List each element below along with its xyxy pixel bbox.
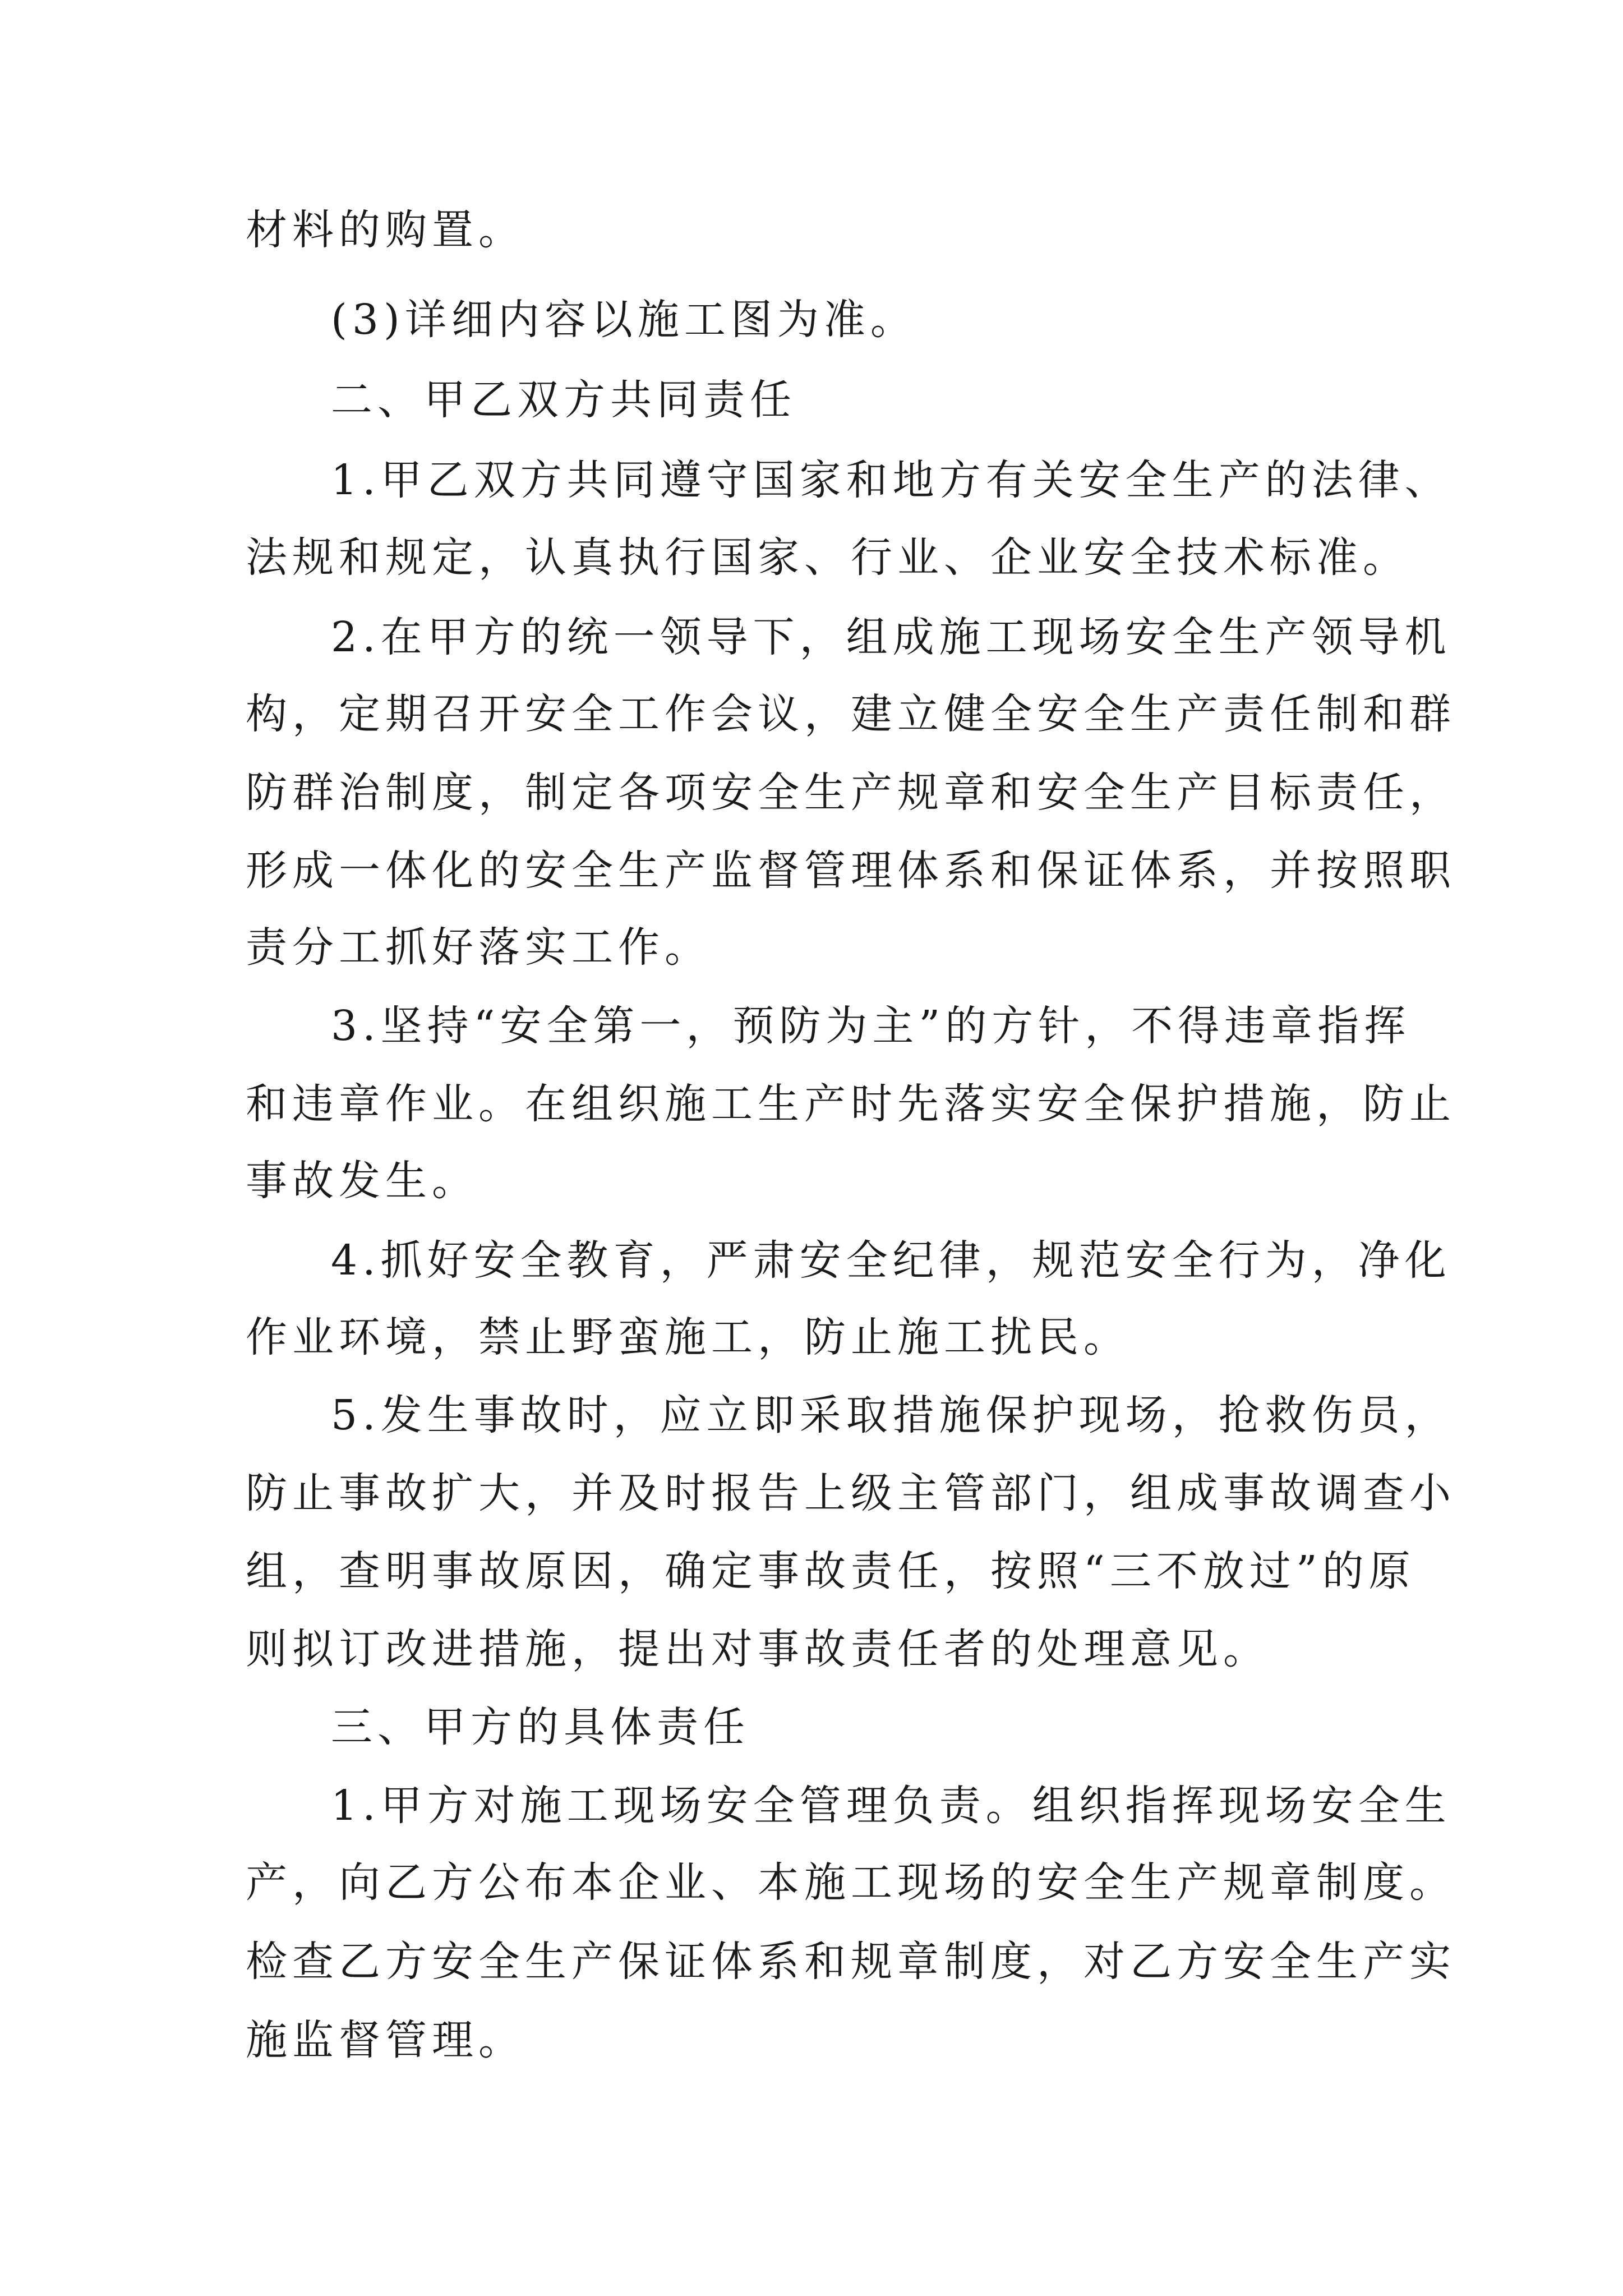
text-line: 法规和规定，认真执行国家、行业、企业安全技术标准。 [246, 533, 1409, 582]
text-line: 3.坚持“安全第一，预防为主”的方针，不得违章指挥 [331, 1002, 1411, 1050]
text-line: 防止事故扩大，并及时报告上级主管部门，组成事故调查小 [246, 1469, 1456, 1517]
text-line: (3)详细内容以施工图为准。 [331, 296, 917, 344]
text-line: 4.抓好安全教育，严肃安全纪律，规范安全行为，净化 [331, 1236, 1451, 1285]
text-line: 责分工抓好落实工作。 [246, 923, 711, 972]
text-line: 防群治制度，制定各项安全生产规章和安全生产目标责任， [246, 769, 1456, 817]
text-line: 施监督管理。 [246, 2016, 525, 2064]
text-line: 1.甲乙双方共同遵守国家和地方有关安全生产的法律、 [331, 456, 1451, 504]
text-line: 5.发生事故时，应立即采取措施保护现场，抢救伤员， [331, 1391, 1451, 1439]
text-line: 形成一体化的安全生产监督管理体系和保证体系，并按照职 [246, 846, 1456, 895]
section-heading: 三、甲方的具体责任 [331, 1703, 750, 1751]
text-line: 构，定期召开安全工作会议，建立健全安全生产责任制和群 [246, 690, 1456, 738]
text-line: 检查乙方安全生产保证体系和规章制度，对乙方安全生产实 [246, 1938, 1456, 1986]
text-line: 产，向乙方公布本企业、本施工现场的安全生产规章制度。 [246, 1858, 1456, 1907]
text-line: 作业环境，禁止野蛮施工，防止施工扰民。 [246, 1313, 1130, 1361]
text-line: 则拟订改进措施，提出对事故责任者的处理意见。 [246, 1625, 1270, 1673]
text-line: 事故发生。 [246, 1157, 478, 1205]
text-line: 材料的购置。 [246, 206, 525, 254]
text-line: 组，查明事故原因，确定事故责任，按照“三不放过”的原 [246, 1547, 1415, 1595]
text-line: 2.在甲方的统一领导下，组成施工现场安全生产领导机 [331, 613, 1451, 661]
text-line: 和违章作业。在组织施工生产时先落实安全保护措施，防止 [246, 1080, 1456, 1128]
text-line: 1.甲方对施工现场安全管理负责。组织指挥现场安全生 [331, 1782, 1451, 1830]
section-heading: 二、甲乙双方共同责任 [331, 376, 796, 424]
